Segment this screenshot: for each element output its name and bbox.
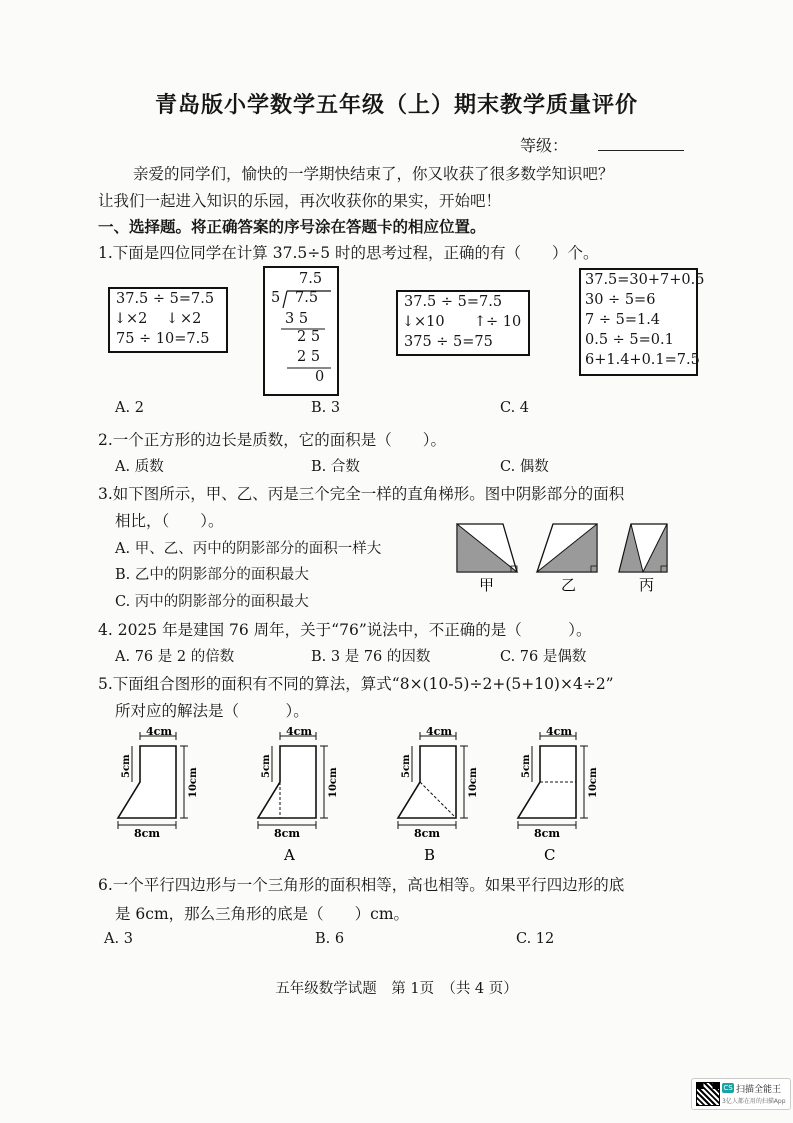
- q1-box-2: [263, 266, 339, 396]
- q1-box1-line3: 75 ÷ 10=7.5: [116, 331, 210, 347]
- q1-box3-arrow2: ÷ 10: [486, 314, 522, 330]
- q1-box3-arrow1: ×10: [414, 314, 445, 330]
- camscanner-icon: CS: [723, 1084, 733, 1092]
- q1-box1-arrow1: ×2: [126, 311, 148, 327]
- trapezoid-jia: [457, 524, 517, 572]
- dim-top-label: 4cm: [546, 726, 572, 738]
- figure-label-bing: 丙: [639, 576, 655, 594]
- intro-line-2: 让我们一起进入知识的乐园，再次收获你的果实，开始吧！: [98, 192, 502, 210]
- dim-right-label: 10cm: [468, 767, 479, 798]
- q1-box2-row3: 2 5: [297, 349, 321, 365]
- dim-top-label: 4cm: [286, 726, 312, 738]
- dim-bottom-label: 8cm: [534, 827, 560, 840]
- grade-label: 等级：: [520, 136, 569, 155]
- page-footer: 五年级数学试题 第 1页 （共 4 页）: [275, 981, 518, 997]
- q3-stem-line-2: 相比，（ ）。: [115, 512, 224, 530]
- q1-box1-arrow2: ×2: [180, 311, 202, 327]
- qr-code-icon: [696, 1082, 720, 1106]
- dim-top-label: 4cm: [426, 726, 452, 738]
- q2-option-a[interactable]: A. 质数: [115, 459, 164, 475]
- q6-stem-line-2: 是 6cm，那么三角形的底是（ ）cm。: [115, 905, 410, 923]
- q1-box-1: [108, 287, 228, 353]
- q3-option-b[interactable]: B. 乙中的阴影部分的面积最大: [115, 567, 309, 583]
- page-title: 青岛版小学数学五年级（上）期末教学质量评价: [154, 92, 638, 118]
- q6-stem-line-1: 6.一个平行四边形与一个三角形的面积相等，高也相等。如果平行四边形的底: [98, 876, 625, 894]
- q5-composite-figures: [110, 726, 610, 866]
- q2-stem: 2.一个正方形的边长是质数，它的面积是（ ）。: [98, 431, 447, 449]
- q6-option-c[interactable]: C. 12: [516, 931, 555, 947]
- q3-stem-line-1: 3.如下图所示，甲、乙、丙是三个完全一样的直角梯形。图中阴影部分的面积: [98, 485, 625, 503]
- dim-right-label: 10cm: [588, 767, 599, 798]
- q5-figure-4: [518, 726, 599, 864]
- trapezoid-bing: [619, 524, 667, 572]
- scanner-sub: 3亿人都在用的扫描App: [722, 1098, 786, 1105]
- q1-box3-line3: 375 ÷ 5=75: [404, 334, 493, 350]
- q1-box4-line1: 37.5=30+7+0.5: [585, 272, 705, 288]
- q2-option-b[interactable]: B. 合数: [311, 459, 360, 475]
- q1-box1-line1: 37.5 ÷ 5=7.5: [116, 291, 215, 307]
- dim-left-label: 5cm: [121, 754, 132, 778]
- q1-box-3: [396, 290, 530, 356]
- q1-box4-line3: 7 ÷ 5=1.4: [585, 312, 661, 328]
- q3-option-c[interactable]: C. 丙中的阴影部分的面积最大: [115, 594, 309, 610]
- q1-stem: 1.下面是四位同学在计算 37.5÷5 时的思考过程，正确的有（ ）个。: [98, 244, 599, 262]
- q1-box2-row4: 0: [315, 369, 325, 385]
- q1-box3-line1: 37.5 ÷ 5=7.5: [404, 294, 503, 310]
- dim-right-label: 10cm: [328, 767, 339, 798]
- section-1-heading: 一、选择题。将正确答案的序号涂在答题卡的相应位置。: [98, 217, 486, 236]
- q5-option-label[interactable]: C: [544, 846, 556, 864]
- dim-bottom-label: 8cm: [274, 827, 300, 840]
- dim-left-label: 5cm: [401, 754, 412, 778]
- dim-bottom-label: 8cm: [134, 827, 160, 840]
- q1-box-4: [579, 268, 705, 376]
- figure-label-yi: 乙: [561, 576, 577, 594]
- up-arrow-icon: ↑: [474, 314, 487, 330]
- q1-box4-line4: 0.5 ÷ 5=0.1: [585, 332, 674, 348]
- down-arrow-icon: ↓: [166, 311, 179, 327]
- q1-box2-divisor: 5: [271, 290, 281, 306]
- q1-option-b[interactable]: B. 3: [311, 400, 341, 416]
- down-arrow-icon: ↓: [114, 311, 127, 327]
- long-division-bracket: [265, 268, 337, 394]
- q1-box2-quotient: 7.5: [299, 271, 323, 287]
- q6-option-b[interactable]: B. 6: [315, 931, 345, 947]
- q5-option-label[interactable]: B: [424, 846, 436, 864]
- dim-top-label: 4cm: [146, 726, 172, 738]
- q3-trapezoid-figures: [455, 522, 685, 594]
- q1-box2-dividend: 7.5: [295, 290, 319, 306]
- q5-figure-1: [118, 726, 199, 840]
- q5-stem-line-2: 所对应的解法是（ ）。: [115, 702, 309, 720]
- q1-box2-row1: 3 5: [285, 311, 309, 327]
- trapezoid-yi: [537, 524, 597, 572]
- q4-option-b[interactable]: B. 3 是 76 的因数: [311, 649, 431, 665]
- q5-figure-2: [258, 726, 339, 864]
- q6-option-a[interactable]: A. 3: [104, 931, 133, 947]
- q2-option-c[interactable]: C. 偶数: [500, 459, 549, 475]
- dim-bottom-label: 8cm: [414, 827, 440, 840]
- scanner-watermark: [691, 1078, 791, 1110]
- q4-option-c[interactable]: C. 76 是偶数: [500, 649, 587, 665]
- q5-stem-line-1: 5.下面组合图形的面积有不同的算法，算式“8×(10-5)÷2+(5+10)×4÷2”: [98, 675, 614, 693]
- q1-box4-line2: 30 ÷ 5=6: [585, 292, 656, 308]
- dim-left-label: 5cm: [521, 754, 532, 778]
- q3-option-a[interactable]: A. 甲、乙、丙中的阴影部分的面积一样大: [115, 541, 382, 557]
- intro-line-1: 亲爱的同学们，愉快的一学期快结束了，你又收获了很多数学知识吧？: [133, 165, 614, 183]
- q1-box4-line5: 6+1.4+0.1=7.5: [585, 352, 700, 368]
- figure-label-jia: 甲: [479, 576, 495, 594]
- q4-stem: 4. 2025 年是建国 76 周年，关于“76”说法中，不正确的是（ ）。: [98, 621, 592, 639]
- dim-left-label: 5cm: [261, 754, 272, 778]
- down-arrow-icon: ↓: [402, 314, 415, 330]
- grade-blank: [598, 150, 684, 151]
- q4-option-a[interactable]: A. 76 是 2 的倍数: [115, 649, 235, 665]
- q5-figure-3: [398, 726, 479, 864]
- q5-option-label[interactable]: A: [284, 846, 295, 864]
- q1-option-a[interactable]: A. 2: [115, 400, 144, 416]
- dim-right-label: 10cm: [188, 767, 199, 798]
- q1-option-c[interactable]: C. 4: [500, 400, 530, 416]
- q1-box2-row2: 2 5: [297, 329, 321, 345]
- scanner-name: 扫描全能王: [736, 1085, 782, 1095]
